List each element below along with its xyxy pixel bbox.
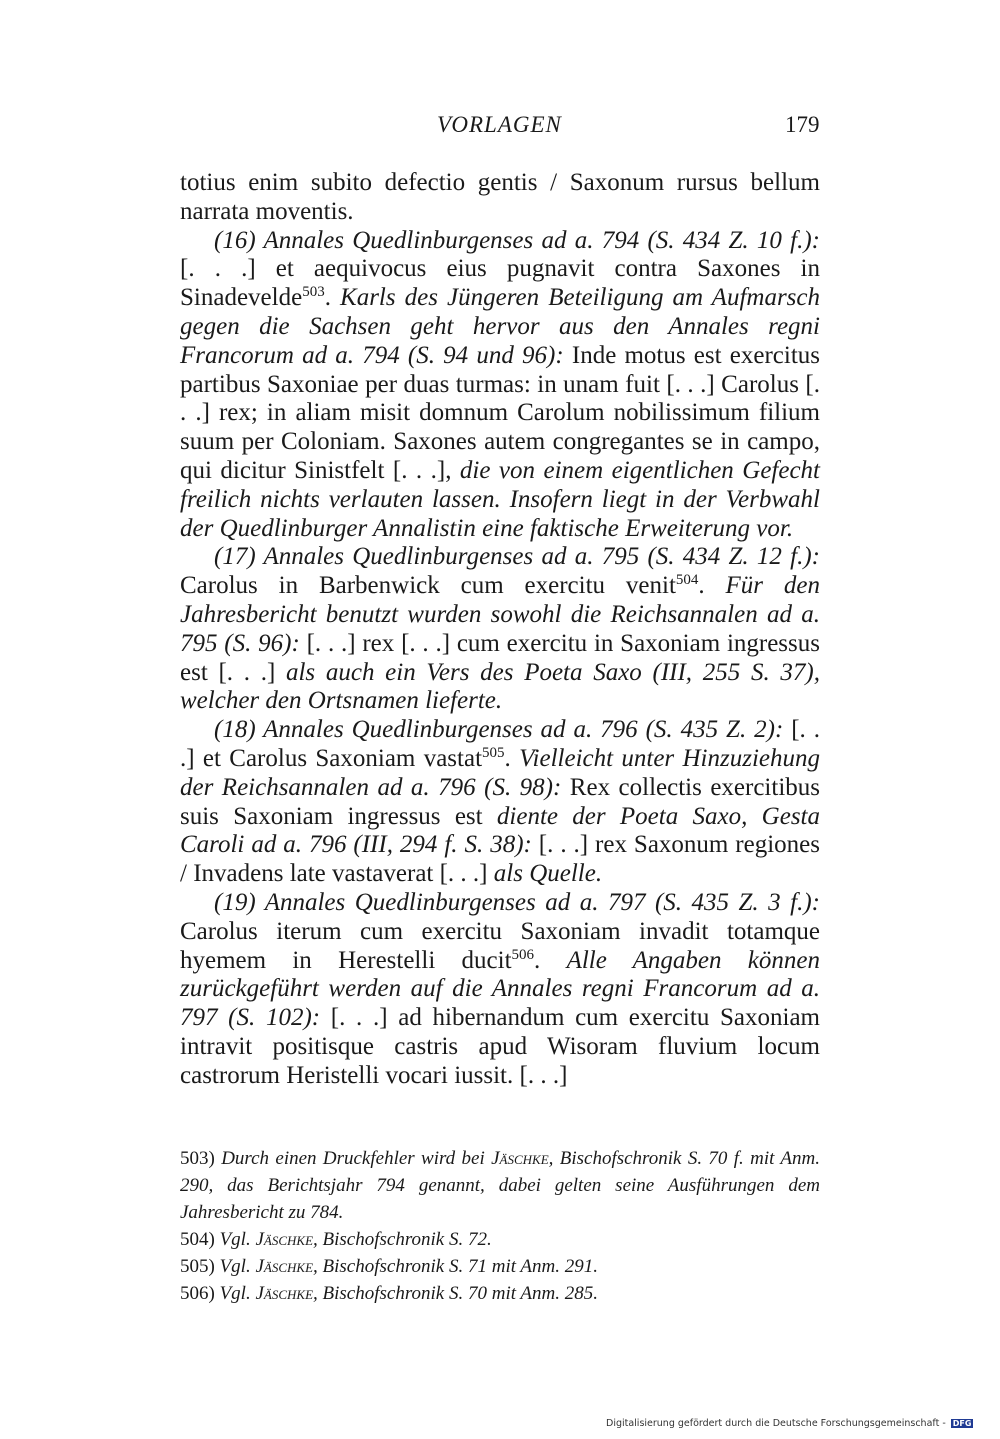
- footnote-author: Jäschke: [255, 1283, 314, 1304]
- italic-text: als Quelle.: [493, 860, 603, 888]
- digitization-footer: [606, 1418, 973, 1429]
- text-run: Carolus iterum cum exercitu Saxoniam invadit totamque hyemem in Herestelli ducit: [180, 917, 820, 974]
- italic-text: (17) Annales Quedlinburgenses ad a. 795 (S. 434 Z. 12 f.):: [214, 543, 820, 571]
- italic-text: (19) Annales Quedlinburgenses ad a. 797 (S. 435 Z. 3 f.):: [214, 888, 820, 916]
- dfg-logo: DFG: [952, 1419, 972, 1428]
- footnote-number: 504): [180, 1229, 215, 1250]
- footnote-reference: 506: [511, 946, 535, 963]
- italic-text: Karls des Jüngeren Beteiligung am Aufmarsch gegen die Sachsen geht hervor aus den Annales regni Francorum ad a. 794 (S. 94 und 96):: [180, 284, 821, 369]
- text-run: .: [324, 284, 341, 312]
- page-number: 179: [785, 112, 820, 137]
- italic-text: diente der Poeta Saxo, Gesta Caroli ad a. 796 (III, 294 f. S. 38):: [180, 802, 820, 859]
- footnote-text: , Bischofschronik S. 70 f. mit Anm. 290, das Berichtsjahr 794 genannt, dabei gelten seine Ausführungen dem Jahresbericht zu 784.: [180, 1148, 821, 1223]
- text-run: [. . .] et aequivocus eius pugnavit contra Saxones in Sinadevelde: [180, 255, 820, 312]
- footnote-reference: 504: [675, 572, 699, 589]
- footnote: [180, 1253, 820, 1280]
- footnote: [180, 1226, 820, 1253]
- text-run: [. . .] rex Saxonum regiones / Invadens late vastaverat [. . .]: [180, 831, 821, 888]
- text-run: Inde motus est exercitus partibus Saxoniae per duas turmas: in unam fuit [. . .] Carolus [. . .] rex; in aliam misit domnum Carolum nobilissimum filium suum per Coloniam. Saxones autem congregantes se in campo, qui dicitur Sinistfelt [. . .],: [180, 341, 820, 484]
- text-run: .: [504, 744, 520, 772]
- footnote: [180, 1280, 820, 1307]
- text-run: Rex collectis exercitibus suis Saxoniam ingressus est: [180, 773, 820, 830]
- paragraph: [180, 716, 820, 889]
- running-head: [0, 112, 1000, 146]
- italic-text: die von einem eigentlichen Gefecht freilich nichts verlauten lassen. Insofern liegt in der Verbwahl der Quedlinburger Annalistin eine faktische Erweiterung vor.: [180, 456, 821, 542]
- footnote-text: Vgl.: [219, 1283, 256, 1304]
- paragraph: [180, 227, 820, 544]
- footnote-reference: 505: [482, 744, 505, 761]
- footnote-number: 506): [180, 1283, 215, 1304]
- footnote-author: Jäschke: [491, 1148, 549, 1169]
- body-text: [180, 169, 820, 1091]
- text-run: [. . .] et Carolus Saxoniam vastat: [180, 716, 820, 772]
- footnote-author: Jäschke: [255, 1256, 314, 1277]
- footnote-reference: 503: [302, 284, 325, 301]
- footnote-text: Durch einen Druckfehler wird bei: [221, 1148, 492, 1169]
- paragraph: [180, 889, 820, 1091]
- italic-text: (16) Annales Quedlinburgenses ad a. 794 (S. 434 Z. 10 f.):: [214, 226, 820, 254]
- text-run: [. . .] ad hibernandum cum exercitu Saxoniam intravit positisque castris apud Wisoram fluvium locum castrorum Heristelli vocari iussit. [. . .]: [180, 1004, 820, 1089]
- italic-text: (18) Annales Quedlinburgenses ad a. 796 (S. 435 Z. 2):: [214, 716, 784, 744]
- footnote-number: 505): [180, 1256, 215, 1277]
- footnote: [180, 1145, 820, 1226]
- text-run: Carolus in Barbenwick cum exercitu venit: [180, 572, 676, 600]
- running-title: VORLAGEN: [437, 112, 562, 137]
- footnotes: [180, 1145, 820, 1307]
- text-run: .: [534, 946, 567, 974]
- text-run: .: [698, 572, 726, 600]
- italic-text: Vielleicht unter Hinzuziehung der Reichsannalen ad a. 796 (S. 98):: [180, 744, 820, 801]
- text-run: totius enim subito defectio gentis / Saxonum rursus bellum narrata moventis.: [180, 169, 820, 225]
- italic-text: Für den Jahresbericht benutzt wurden sowohl die Reichsannalen ad a. 795 (S. 96):: [180, 572, 820, 657]
- footnote-text: , Bischofschronik S. 72.: [313, 1229, 492, 1250]
- footer-text: Digitalisierung gefördert durch die Deutsche Forschungsgemeinschaft -: [606, 1418, 946, 1429]
- paragraph: [180, 169, 820, 227]
- footnote-number: 503): [180, 1148, 215, 1169]
- footnote-text: , Bischofschronik S. 71 mit Anm. 291.: [313, 1256, 598, 1277]
- italic-text: als auch ein Vers des Poeta Saxo (III, 255 S. 37), welcher den Ortsnamen lieferte.: [180, 658, 820, 715]
- footnote-text: , Bischofschronik S. 70 mit Anm. 285.: [313, 1283, 598, 1304]
- footnote-text: Vgl.: [219, 1256, 256, 1277]
- italic-text: Alle Angaben können zurückgeführt werden auf die Annales regni Francorum ad a. 797 (S. 102):: [180, 946, 821, 1032]
- text-run: [. . .] rex [. . .] cum exercitu in Saxoniam ingressus est [. . .]: [180, 629, 820, 686]
- footnote-text: Vgl.: [219, 1229, 256, 1250]
- paragraph: [180, 543, 820, 716]
- footnote-author: Jäschke: [255, 1229, 314, 1250]
